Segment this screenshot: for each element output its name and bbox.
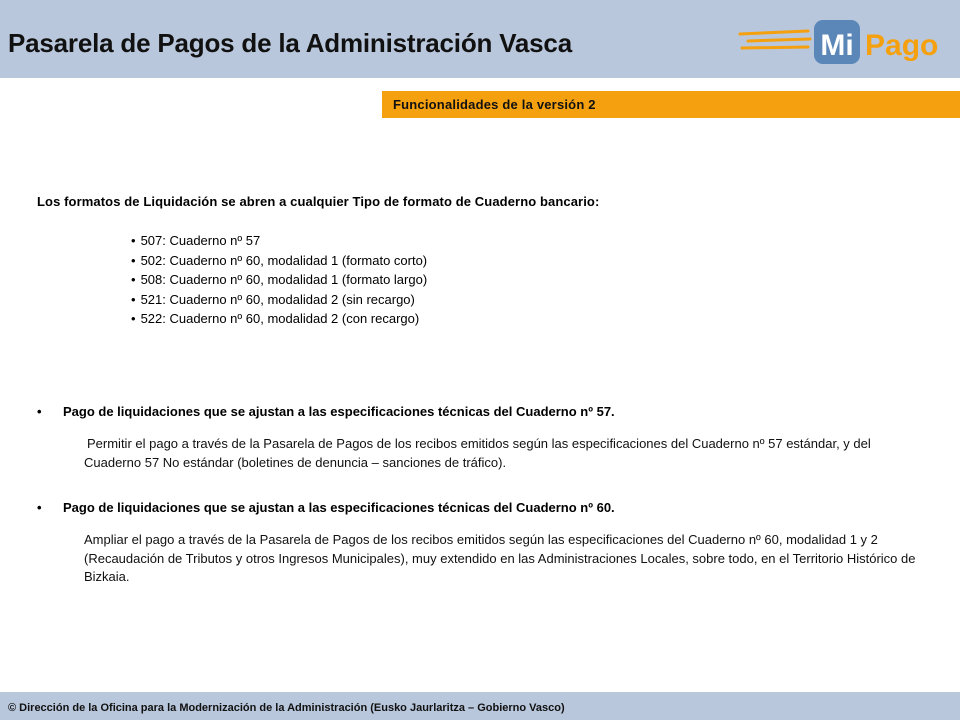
feature-block (37, 500, 927, 587)
logo-pago-text: Pago (865, 29, 939, 62)
feature-title-text: Pago de liquidaciones que se ajustan a las especificaciones técnicas del Cuaderno nº 60. (63, 500, 615, 515)
format-item: • 508: Cuaderno nº 60, modalidad 1 (formato largo) (131, 270, 427, 290)
logo-mi-text: Mi (820, 29, 854, 62)
format-item: • 502: Cuaderno nº 60, modalidad 1 (formato corto) (131, 251, 427, 271)
footer-copyright: © Dirección de la Oficina para la Modernización de la Administración (Eusko Jaurlaritza – Gobierno Vasco) (8, 702, 565, 714)
feature-title (37, 500, 927, 515)
feature-title (37, 404, 927, 419)
page-title: Pasarela de Pagos de la Administración Vasca (8, 28, 572, 58)
format-list (131, 231, 427, 329)
section-heading: Funcionalidades de la versión 2 (393, 97, 596, 112)
intro-text: Los formatos de Liquidación se abren a cualquier Tipo de formato de Cuaderno bancario: (37, 194, 600, 209)
feature-description: Ampliar el pago a través de la Pasarela de Pagos de los recibos emitidos según las especificaciones del Cuaderno nº 60, modalidad 1 y 2 (Recaudación de Tributos y otros Ingresos Municipales), muy extendido en las Administraciones Locales, sobre todo, en el Territorio Histórico de Bizkaia. (84, 532, 916, 584)
format-item: • 507: Cuaderno nº 57 (131, 231, 427, 251)
format-item: • 521: Cuaderno nº 60, modalidad 2 (sin recargo) (131, 290, 427, 310)
bullet-icon: • (37, 500, 42, 515)
footer-bar (0, 692, 960, 720)
format-item: • 522: Cuaderno nº 60, modalidad 2 (con recargo) (131, 309, 427, 329)
bullet-icon: • (37, 404, 42, 419)
feature-block (37, 404, 927, 472)
feature-title-text: Pago de liquidaciones que se ajustan a las especificaciones técnicas del Cuaderno nº 57. (63, 404, 615, 419)
section-heading-bar (382, 91, 960, 118)
header-bar (0, 0, 960, 78)
mipago-logo (738, 14, 948, 70)
feature-description: Permitir el pago a través de la Pasarela de Pagos de los recibos emitidos según las especificaciones del Cuaderno nº 57 estándar, y del Cuaderno 57 No estándar (boletines de denuncia – sanciones de tráfico). (84, 436, 871, 470)
